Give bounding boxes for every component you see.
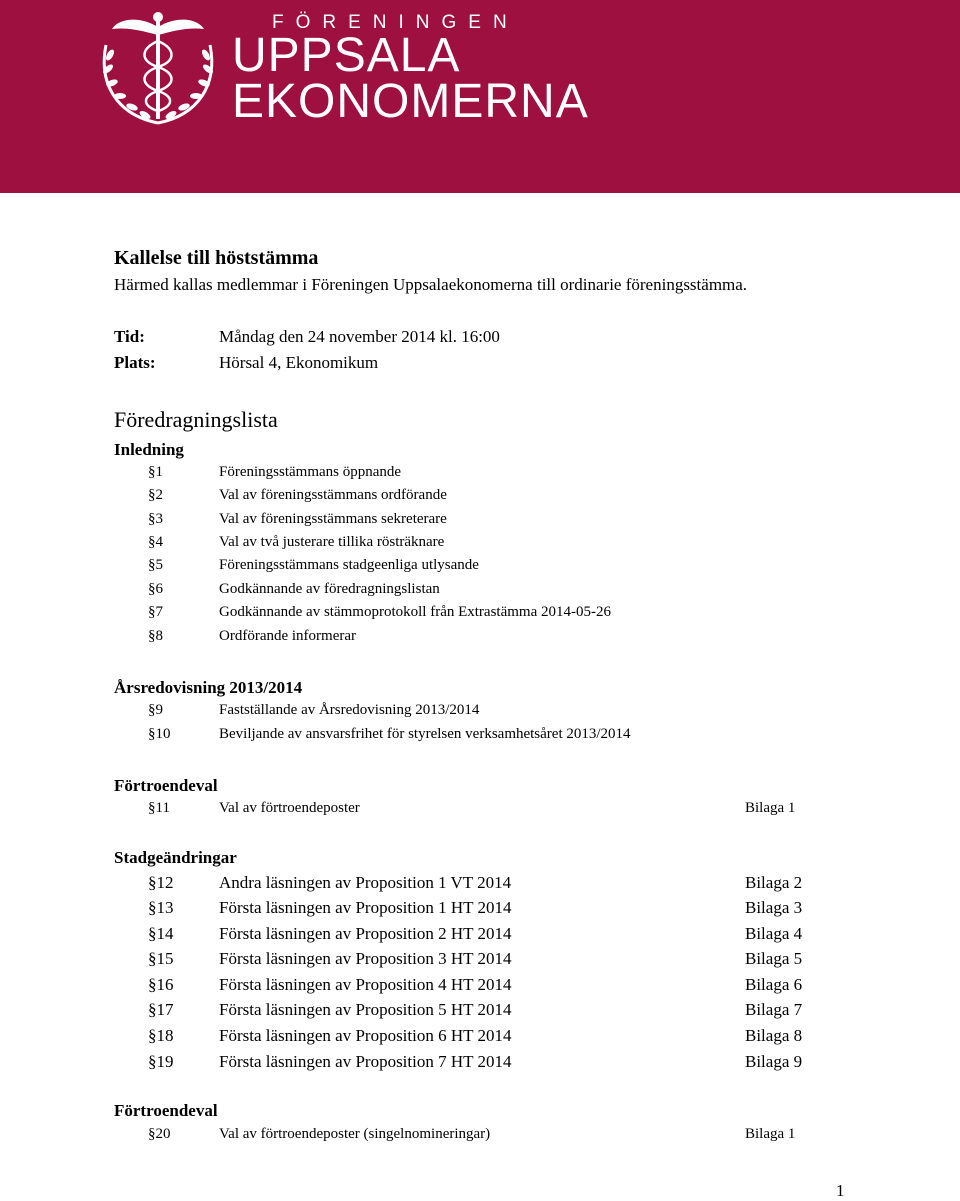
agenda-item [114,1026,834,1048]
item-number: §16 [148,975,174,994]
intro-text: Härmed kallas medlemmar i Föreningen Uppsalaekonomerna till ordinarie föreningsstämma. [114,275,748,294]
item-description: Första läsningen av Proposition 5 HT 2014 [219,1000,512,1019]
item-attachment: Bilaga 6 [745,975,803,994]
agenda-item [114,511,834,533]
item-attachment: Bilaga 1 [745,800,796,816]
item-description: Beviljande av ansvarsfrihet för styrelsen verksamhetsåret 2013/2014 [219,726,631,742]
item-attachment: Bilaga 3 [745,898,803,917]
caduceus-wreath-logo-icon [88,5,228,135]
agenda-item [114,975,834,997]
agenda-item [114,557,834,579]
item-attachment: Bilaga 8 [745,1026,803,1045]
item-description: Andra läsningen av Proposition 1 VT 2014 [219,873,512,892]
item-number: §3 [148,511,163,527]
agenda-item [114,1052,834,1074]
section-heading-arsredovisning: Årsredovisning 2013/2014 [114,678,303,697]
item-number: §14 [148,924,174,943]
item-description: Val av förtroendeposter (singelnomineringar) [219,1126,491,1142]
item-attachment: Bilaga 1 [745,1126,796,1142]
agenda-item [114,873,834,895]
item-description: Första läsningen av Proposition 7 HT 2014 [219,1052,512,1071]
logo-ekonomerna-text: EKONOMERNA [232,75,589,128]
place-label: Plats: [114,353,156,372]
time-value: Måndag den 24 november 2014 kl. 16:00 [219,327,500,346]
item-number: §7 [148,604,163,620]
document-title: Kallelse till höststämma [114,247,319,269]
section-heading-inledning: Inledning [114,440,184,459]
item-attachment: Bilaga 4 [745,924,803,943]
item-number: §15 [148,949,174,968]
agenda-item [114,487,834,509]
item-description: Fastställande av Årsredovisning 2013/2014 [219,702,480,718]
agenda-item [114,464,834,486]
item-description: Första läsningen av Proposition 4 HT 2014 [219,975,512,994]
item-description: Godkännande av föredragningslistan [219,581,440,597]
item-number: §2 [148,487,163,503]
section-heading-fortroendeval: Förtroendeval [114,776,218,795]
item-description: Första läsningen av Proposition 1 HT 2014 [219,898,512,917]
agenda-item [114,949,834,971]
item-number: §17 [148,1000,174,1019]
item-description: Val av föreningsstämmans ordförande [219,487,447,503]
item-number: §9 [148,702,163,718]
item-number: §13 [148,898,174,917]
time-label: Tid: [114,327,145,346]
item-number: §12 [148,873,174,892]
item-description: Första läsningen av Proposition 2 HT 2014 [219,924,512,943]
item-number: §11 [148,800,170,816]
item-description: Första läsningen av Proposition 6 HT 2014 [219,1026,512,1045]
agenda-heading: Föredragningslista [114,407,278,432]
item-number: §6 [148,581,163,597]
agenda-item [114,702,834,724]
item-number: §4 [148,534,163,550]
header-band [0,0,960,193]
logo-uppsala-text: UPPSALA [232,29,461,82]
item-number: §10 [148,726,171,742]
place-value: Hörsal 4, Ekonomikum [219,353,379,372]
item-description: Föreningsstämmans stadgeenliga utlysande [219,557,479,573]
agenda-item [114,604,834,626]
agenda-item [114,1126,834,1148]
agenda-item [114,581,834,603]
section-heading-stadgeandringar: Stadgeändringar [114,848,237,867]
item-number: §5 [148,557,163,573]
item-description: Godkännande av stämmoprotokoll från Extrastämma 2014-05-26 [219,604,611,620]
page-number: 1 [836,1181,845,1200]
item-number: §18 [148,1026,174,1045]
agenda-item [114,924,834,946]
item-description: Föreningsstämmans öppnande [219,464,402,480]
item-description: Ordförande informerar [219,628,357,644]
item-number: §1 [148,464,163,480]
logo-foreningen-text: FÖRENINGEN [272,12,519,33]
item-description: Val av föreningsstämmans sekreterare [219,511,447,527]
item-description: Första läsningen av Proposition 3 HT 2014 [219,949,512,968]
agenda-item [114,534,834,556]
agenda-item [114,800,834,822]
item-attachment: Bilaga 9 [745,1052,803,1071]
item-description: Val av två justerare tillika rösträknare [219,534,445,550]
agenda-item [114,1000,834,1022]
item-number: §20 [148,1126,171,1142]
agenda-item [114,628,834,650]
agenda-item [114,726,834,748]
section-heading-fortroendeval-2: Förtroendeval [114,1101,218,1120]
item-attachment: Bilaga 5 [745,949,803,968]
item-attachment: Bilaga 7 [745,1000,803,1019]
item-attachment: Bilaga 2 [745,873,803,892]
item-number: §19 [148,1052,174,1071]
item-number: §8 [148,628,163,644]
item-description: Val av förtroendeposter [219,800,360,816]
agenda-item [114,898,834,920]
